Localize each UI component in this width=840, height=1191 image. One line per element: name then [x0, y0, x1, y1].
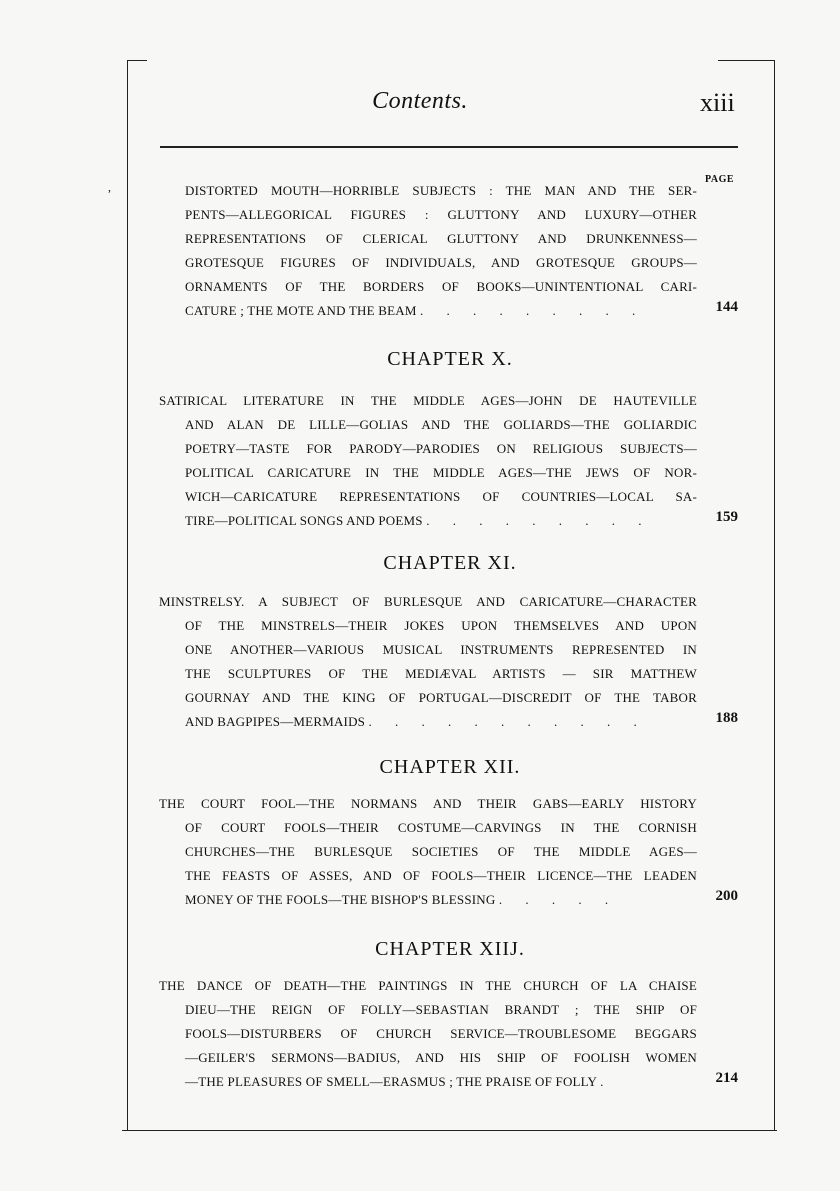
- toc-entry: [159, 591, 739, 731]
- chapter-heading: CHAPTER X.: [387, 348, 513, 370]
- entry-line: FOOLS—DISTURBERS OF CHURCH SERVICE—TROUBLESOME BEGGARS: [185, 1026, 697, 1041]
- entry-line: ORNAMENTS OF THE BORDERS OF BOOKS—UNINTENTIONAL CARI-: [185, 279, 697, 294]
- entry-page-number: 188: [715, 710, 738, 726]
- toc-entry: [159, 390, 739, 530]
- entry-page-number: 159: [715, 509, 738, 525]
- entry-line: DISTORTED MOUTH—HORRIBLE SUBJECTS : THE MAN AND THE SER-: [185, 183, 697, 198]
- toc-entry: [159, 793, 739, 911]
- entry-line: POETRY—TASTE FOR PARODY—PARODIES ON RELIGIOUS SUBJECTS—: [185, 441, 697, 456]
- entry-line: OF THE MINSTRELS—THEIR JOKES UPON THEMSELVES AND UPON: [185, 618, 697, 633]
- entry-line: MINSTRELSY. A SUBJECT OF BURLESQUE AND CARICATURE—CHARACTER: [159, 594, 697, 609]
- leader-dots: . . . . . . . . .: [426, 513, 652, 528]
- entry-line: DIEU—THE REIGN OF FOLLY—SEBASTIAN BRANDT ; THE SHIP OF: [185, 1002, 697, 1017]
- entry-line: —GEILER'S SERMONS—BADIUS, AND HIS SHIP OF FOOLISH WOMEN: [185, 1050, 697, 1065]
- bottom-rule: [122, 1130, 777, 1131]
- entry-line: POLITICAL CARICATURE IN THE MIDDLE AGES—THE JEWS OF NOR-: [185, 465, 697, 480]
- entry-line-text: MONEY OF THE FOOLS—THE BISHOP'S BLESSING: [185, 892, 496, 907]
- running-head-title: Contents.: [372, 88, 468, 114]
- entry-line: THE DANCE OF DEATH—THE PAINTINGS IN THE CHURCH OF LA CHAISE: [159, 978, 697, 993]
- entry-line-text: —THE PLEASURES OF SMELL—ERASMUS ; THE PRAISE OF FOLLY: [185, 1074, 597, 1089]
- toc-entry-continued: [159, 180, 739, 320]
- chapter-heading: CHAPTER XI.: [383, 552, 517, 574]
- leader-dots: .: [600, 1074, 614, 1089]
- toc-entry: [159, 975, 739, 1093]
- chapter-heading: CHAPTER XIIJ.: [375, 938, 525, 960]
- frame-top-rule-left: [127, 60, 147, 61]
- entry-line: THE COURT FOOL—THE NORMANS AND THEIR GABS—EARLY HISTORY: [159, 796, 697, 811]
- entry-line: OF COURT FOOLS—THEIR COSTUME—CARVINGS IN THE CORNISH: [185, 820, 697, 835]
- entry-line: [185, 711, 697, 733]
- entry-line: SATIRICAL LITERATURE IN THE MIDDLE AGES—JOHN DE HAUTEVILLE: [159, 393, 697, 408]
- entry-line: WICH—CARICATURE REPRESENTATIONS OF COUNTRIES—LOCAL SA-: [185, 489, 697, 504]
- entry-line: AND ALAN DE LILLE—GOLIAS AND THE GOLIARDS—THE GOLIARDIC: [185, 417, 697, 432]
- leader-dots: . . . . .: [498, 892, 619, 907]
- entry-line: ONE ANOTHER—VARIOUS MUSICAL INSTRUMENTS REPRESENTED IN: [185, 642, 697, 657]
- entry-line: [185, 1071, 697, 1093]
- entry-line: [185, 889, 697, 911]
- chapter-heading: CHAPTER XII.: [379, 756, 521, 778]
- leader-dots: . . . . . . . . . . .: [368, 714, 647, 729]
- frame-top-rule-right: [718, 60, 774, 61]
- entry-line: THE SCULPTURES OF THE MEDIÆVAL ARTISTS — SIR MATTHEW: [185, 666, 697, 681]
- leader-dots: . . . . . . . . .: [420, 303, 646, 318]
- entry-line-text: CATURE ; THE MOTE AND THE BEAM: [185, 303, 417, 318]
- entry-line: THE FEASTS OF ASSES, AND OF FOOLS—THEIR LICENCE—THE LEADEN: [185, 868, 697, 883]
- entry-line: GROTESQUE FIGURES OF INDIVIDUALS, AND GROTESQUE GROUPS—: [185, 255, 697, 270]
- entry-line: [185, 510, 697, 532]
- entry-page-number: 214: [715, 1070, 738, 1086]
- folio-number: xiii: [700, 88, 735, 117]
- entry-line: GOURNAY AND THE KING OF PORTUGAL—DISCREDIT OF THE TABOR: [185, 690, 697, 705]
- entry-line: [185, 300, 697, 322]
- margin-mark: ,: [108, 180, 111, 194]
- entry-page-number: 144: [715, 299, 738, 315]
- entry-line: REPRESENTATIONS OF CLERICAL GLUTTONY AND DRUNKENNESS—: [185, 231, 697, 246]
- entry-line-text: TIRE—POLITICAL SONGS AND POEMS: [185, 513, 423, 528]
- page-column-label: PAGE: [705, 174, 735, 185]
- entry-line-text: AND BAGPIPES—MERMAIDS: [185, 714, 366, 729]
- entry-page-number: 200: [715, 888, 738, 904]
- entry-line: CHURCHES—THE BURLESQUE SOCIETIES OF THE MIDDLE AGES—: [185, 844, 697, 859]
- header-rule: [160, 146, 738, 148]
- entry-line: PENTS—ALLEGORICAL FIGURES : GLUTTONY AND LUXURY—OTHER: [185, 207, 697, 222]
